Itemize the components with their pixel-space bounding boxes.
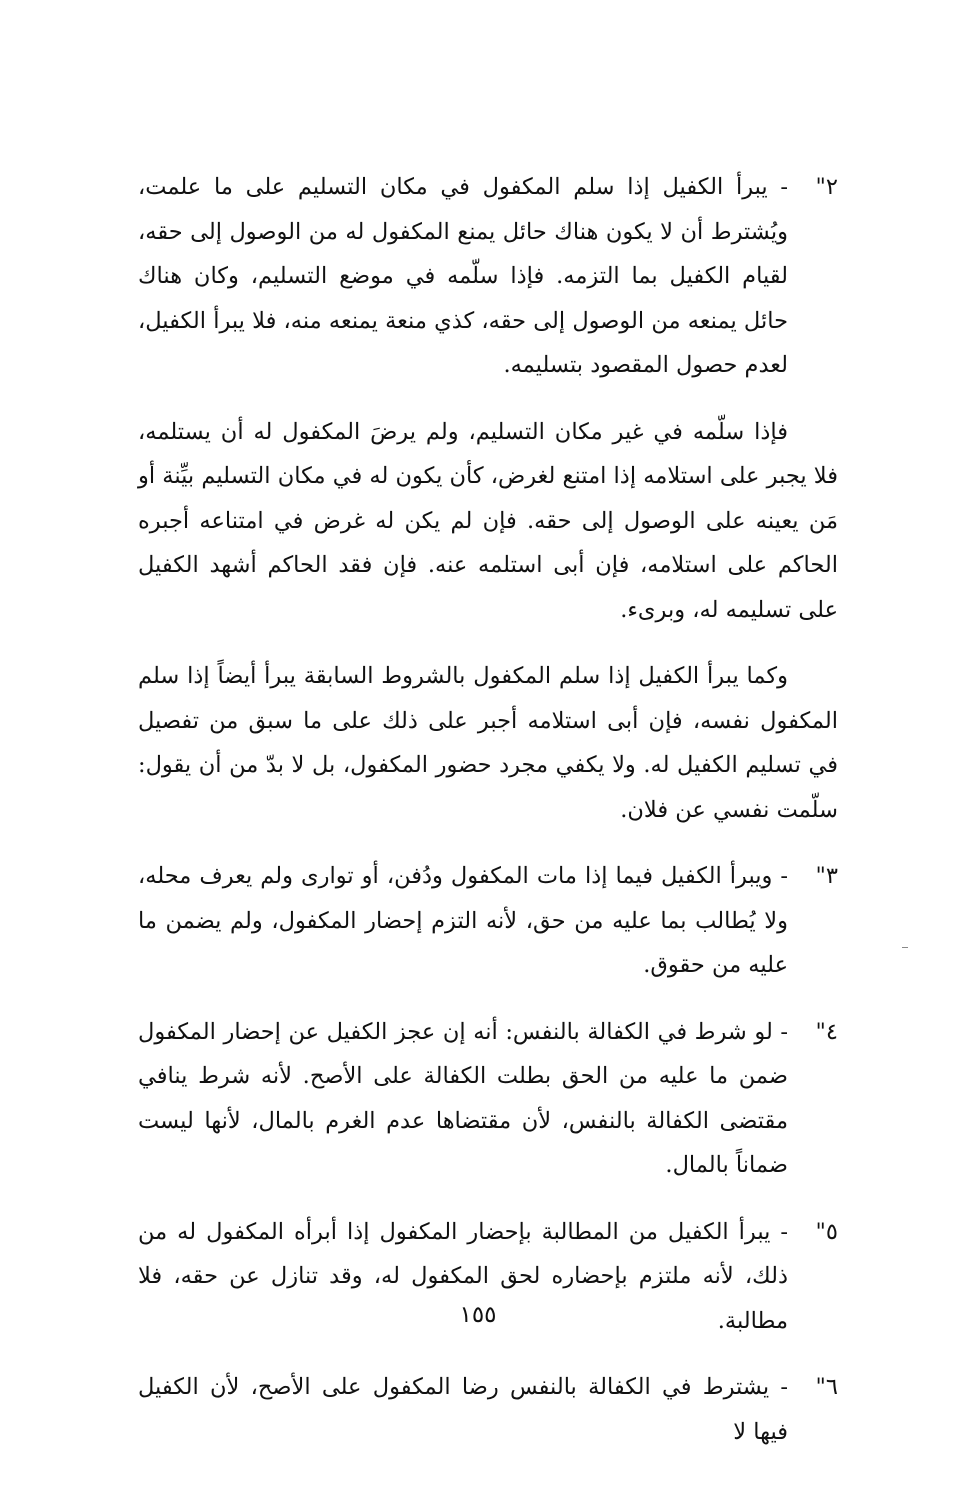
item-text: - ويبرأ الكفيل فيما إذا مات المكفول ودُفن، أو توارى ولم يعرف محله، ولا يُطالب بما عليه من حق، لأنه التزم إحضار المكفول، ولم يضمن ما عليه من حقوق. (138, 863, 788, 978)
numbered-item-6 (138, 1365, 838, 1454)
item-text: - يبرأ الكفيل من المطالبة بإحضار المكفول إذا أبرأه المكفول له من ذلك، لأنه ملتزم بإحضاره لحق المكفول له، وقد تنازل عن حقه، فلا مطالبة. (138, 1218, 788, 1334)
page-number: ١٥٥ (459, 1302, 497, 1328)
item-number: ٤" (815, 1018, 838, 1045)
item-text: - لو شرط في الكفالة بالنفس: أنه إن عجز الكفيل عن إحضار المكفول ضمن ما عليه من الحق بطلت الكفالة على الأصح. لأنه شرط ينافي مقتضى الكفالة بالنفس، لأن مقتضاها عدم الغرم بالمال، لأنها ليست ضماناً بالمال. (138, 1018, 788, 1178)
margin-tick (902, 947, 908, 948)
item-text: - يشترط في الكفالة بالنفس رضا المكفول على الأصح، لأن الكفيل فيها لا (138, 1374, 788, 1445)
numbered-item-2 (138, 165, 838, 388)
page-body (138, 165, 838, 1454)
numbered-item-3 (138, 854, 838, 988)
item-text: - يبرأ الكفيل إذا سلم المكفول في مكان التسليم على ما علمت، ويُشترط أن لا يكون هناك حائل يمنع المكفول له من الوصول إلى حقه، لقيام الكفيل بما التزمه. فإذا سلّمه في موضع التسليم، وكان هناك حائل يمنعه من الوصول إلى حقه، كذي منعة يمنعه منه، فلا يبرأ الكفيل، لعدم حصول المقصود بتسليمه. (138, 174, 788, 378)
paragraph-delivery-outside-place: فإذا سلّمه في غير مكان التسليم، ولم يرضَ المكفول له أن يستلمه، فلا يجبر على استلامه إذا امتنع لغرض، كأن يكون له في مكان التسليم بيِّنة أو مَن يعينه على الوصول إلى حقه. فإن لم يكن له غرض في امتناعه أجبره الحاكم على استلامه، فإن أبى استلمه عنه. فإن فقد الحاكم أشهد الكفيل على تسليمه له، وبرىء. (138, 418, 838, 623)
numbered-item-4 (138, 1010, 838, 1188)
paragraph-self-delivery: وكما يبرأ الكفيل إذا سلم المكفول بالشروط السابقة يبرأ أيضاً إذا سلم المكفول نفسه، فإن أبى استلامه أجبر على ذلك على ما سبق من تفصيل في تسليم الكفيل له. ولا يكفي مجرد حضور المكفول، بل لا بدّ من أن يقول: سلّمت نفسي عن فلان. (138, 663, 838, 823)
item-number: ٦" (815, 1374, 838, 1400)
item-number: ٢" (815, 174, 838, 200)
item-number: ٥" (815, 1218, 838, 1245)
item-number: ٣" (815, 863, 838, 889)
